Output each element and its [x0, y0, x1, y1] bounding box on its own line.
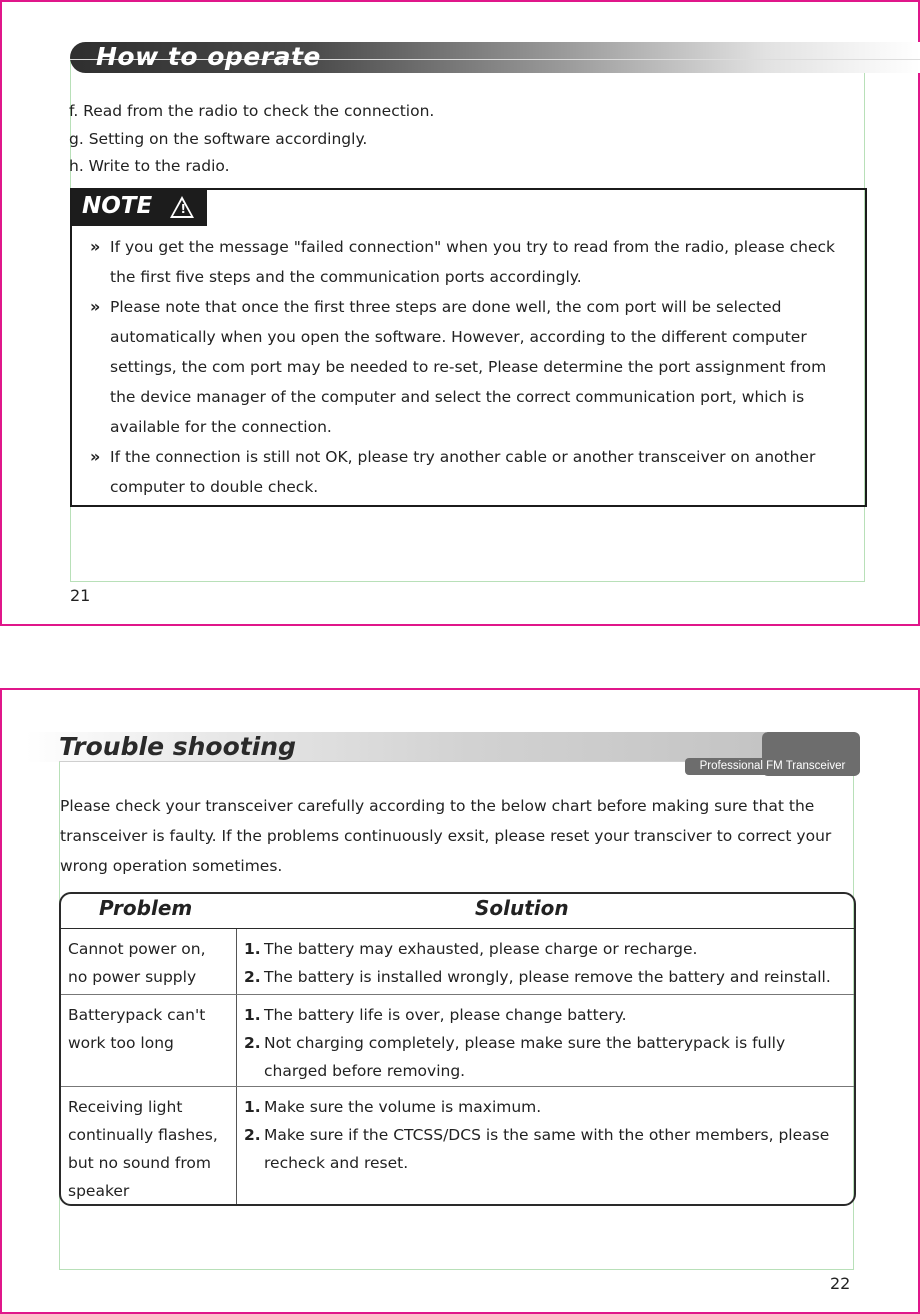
solution-item: 1. Make sure the volume is maximum. [244, 1098, 542, 1116]
note-item [90, 232, 855, 292]
solution-item: 1. The battery may exhausted, please charge or recharge. [244, 940, 698, 958]
solution-cell [244, 1001, 844, 1085]
column-header-solution: Solution [475, 896, 569, 920]
solution-item: 2. The battery is installed wrongly, please remove the battery and reinstall. [244, 968, 831, 986]
header-rule [59, 761, 759, 762]
manual-page-22 [0, 688, 920, 1314]
table-row [61, 995, 854, 1087]
note-item [90, 292, 855, 442]
solution-item: 1. The battery life is over, please change battery. [244, 1006, 627, 1024]
note-box [70, 188, 867, 507]
product-badge: Professional FM Transceiver [685, 758, 860, 775]
step-item: h. Write to the radio. [69, 157, 230, 175]
column-header-problem: Problem [99, 896, 193, 920]
note-text: If the connection is still not OK, please try another cable or another transceiver on another computer to double check. [110, 448, 816, 496]
table-row [61, 929, 854, 995]
note-text: Please note that once the first three steps are done well, the com port will be selected automatically when you open the software. However, according to the different computer settings, the com port may be needed to re-set, Please determine the port assignment from the device manager of the computer and select the correct communication port, which is available for the connection. [110, 298, 827, 436]
solution-cell [244, 1093, 844, 1177]
troubleshooting-table [59, 892, 856, 1206]
section-title: Trouble shooting [59, 732, 296, 761]
double-chevron-icon: » [90, 297, 101, 316]
operation-steps [69, 98, 434, 181]
note-text: If you get the message "failed connection" when you try to read from the radio, please check the first five steps and the communication ports accordingly. [110, 238, 836, 286]
solution-cell [244, 935, 844, 991]
problem-cell: Cannot power on, no power supply [68, 940, 206, 986]
note-list [90, 232, 855, 502]
page-number: 21 [70, 586, 91, 605]
double-chevron-icon: » [90, 447, 101, 466]
problem-cell: Batterypack can't work too long [68, 1006, 206, 1052]
intro-paragraph: Please check your transceiver carefully according to the below chart before making sure that the transceiver is faulty. If the problems continuously exsit, please reset your transciver to correct your wrong operation sometimes. [60, 797, 832, 875]
manual-page-21 [0, 0, 920, 626]
solution-item: 2. Not charging completely, please make sure the batterypack is fully charged before removing. [244, 1034, 786, 1080]
step-item: g. Setting on the software accordingly. [69, 129, 368, 148]
note-item [90, 442, 855, 502]
table-row [61, 1087, 854, 1204]
section-title: How to operate [96, 42, 321, 71]
table-header [61, 894, 854, 929]
note-label: NOTE [82, 193, 153, 219]
problem-cell: Receiving light continually flashes, but no sound from speaker [68, 1098, 218, 1200]
note-tag: NOTE ! [72, 190, 207, 226]
step-item: f. Read from the radio to check the connection. [69, 102, 435, 120]
page-number: 22 [830, 1274, 851, 1293]
solution-item: 2. Make sure if the CTCSS/DCS is the same with the other members, please recheck and reset. [244, 1126, 830, 1172]
double-chevron-icon: » [90, 237, 101, 256]
